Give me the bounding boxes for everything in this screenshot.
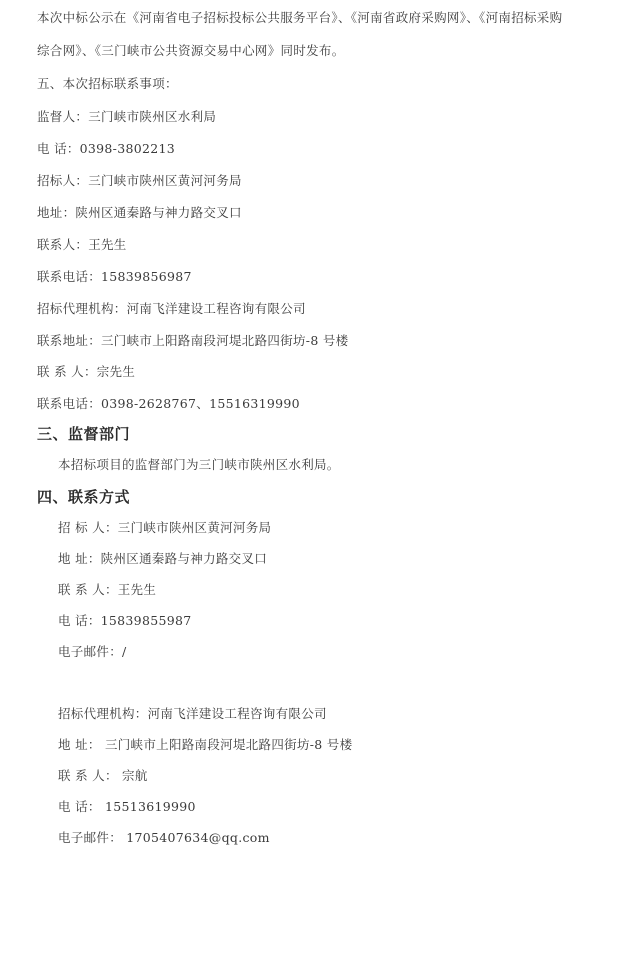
agency-line: 招标代理机构：河南飞洋建设工程咨询有限公司	[37, 301, 306, 316]
agency-contact-line: 联 系 人：宗先生	[37, 364, 136, 379]
section-4-heading: 四、联系方式	[37, 488, 131, 506]
agency-address-line: 联系地址：三门峡市上阳路南段河堤北路四街坊-8 号楼	[37, 333, 349, 348]
s4-address-line: 地 址：陕州区通秦路与神力路交叉口	[58, 551, 268, 566]
s4-agency-phone-line: 电 话： 15513619990	[58, 799, 196, 814]
publication-notice-line-1: 本次中标公示在《河南省电子招标投标公共服务平台》、《河南省政府采购网》、《河南招标采购	[37, 10, 563, 25]
s4-agency-email-line: 电子邮件： 1705407634@qq.com	[58, 830, 270, 845]
contact-phone-line: 联系电话：15839856987	[37, 269, 192, 284]
supervisor-phone-line: 电 话：0398-3802213	[37, 141, 175, 156]
s4-agency-line: 招标代理机构：河南飞洋建设工程咨询有限公司	[58, 706, 327, 721]
agency-phone-line: 联系电话：0398-2628767、15516319990	[37, 396, 300, 411]
s4-agency-contact-line: 联 系 人： 宗航	[58, 768, 148, 783]
section-5-title: 五、本次招标联系事项：	[37, 76, 178, 91]
section-3-heading: 三、监督部门	[37, 425, 131, 443]
contact-person-line: 联系人：王先生	[37, 237, 127, 252]
s4-contact-line: 联 系 人：王先生	[58, 582, 157, 597]
tenderer-line: 招标人：三门峡市陕州区黄河河务局	[37, 173, 242, 188]
address-line: 地址：陕州区通秦路与神力路交叉口	[37, 205, 242, 220]
s4-email-line: 电子邮件：/	[58, 644, 127, 659]
publication-notice-line-2: 综合网》、《三门峡市公共资源交易中心网》同时发布。	[37, 43, 345, 58]
s4-tenderer-line: 招 标 人：三门峡市陕州区黄河河务局	[58, 520, 272, 535]
supervisor-line: 监督人：三门峡市陕州区水利局	[37, 109, 217, 124]
section-3-text: 本招标项目的监督部门为三门峡市陕州区水利局。	[58, 457, 340, 472]
s4-agency-address-line: 地 址： 三门峡市上阳路南段河堤北路四街坊-8 号楼	[58, 737, 353, 752]
s4-phone-line: 电 话：15839855987	[58, 613, 192, 628]
